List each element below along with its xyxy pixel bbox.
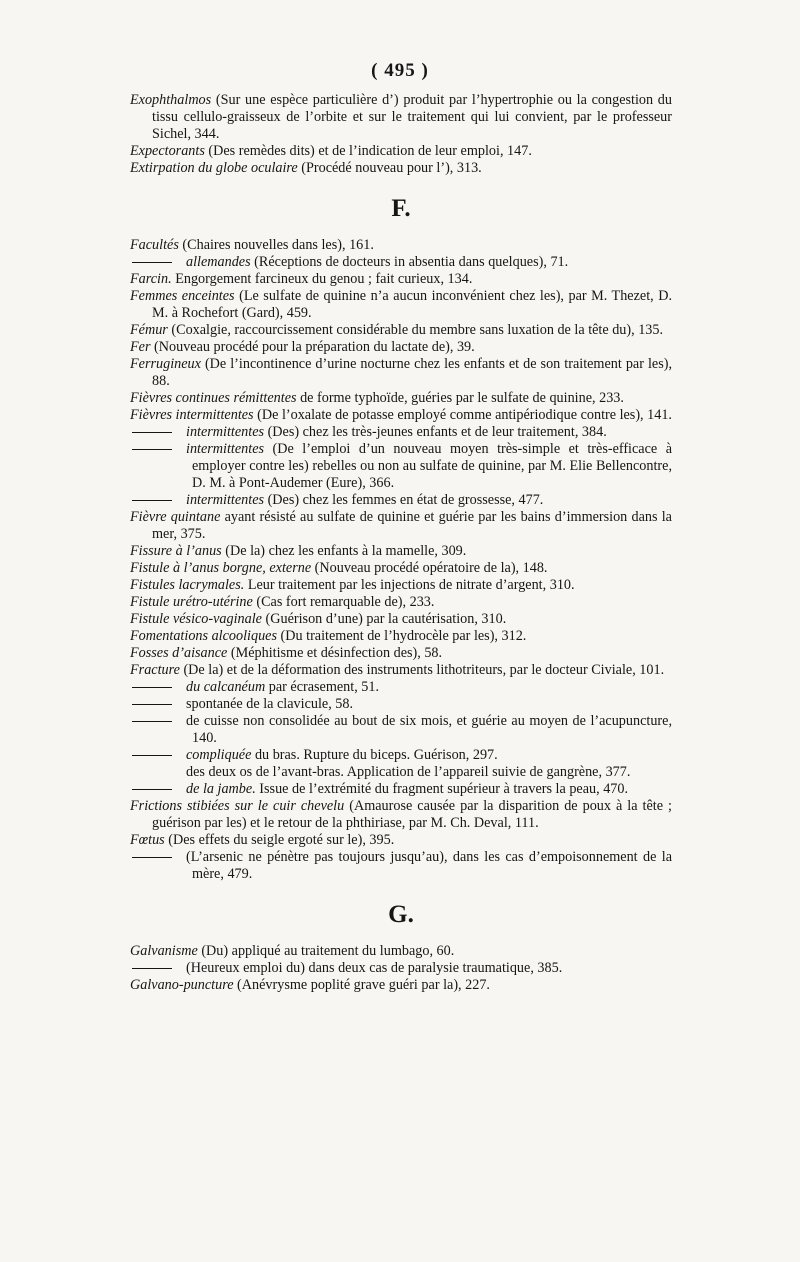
index-entry xyxy=(130,764,672,781)
entry-term: Ferrugineux xyxy=(130,356,201,372)
entry-term: Galvano-puncture xyxy=(130,977,234,993)
index-entry xyxy=(130,781,672,798)
index-entry xyxy=(130,696,672,713)
index-entry xyxy=(130,594,672,611)
entry-term: intermittentes xyxy=(186,492,265,508)
entry-text: (Nouveau procédé pour la préparation du lactate de), 39. xyxy=(150,339,475,355)
entry-text: (Du traitement de l’hydrocèle par les), 312. xyxy=(276,628,527,644)
index-entry xyxy=(130,492,672,509)
entry-text: du bras. Rupture du biceps. Guérison, 297. xyxy=(251,747,498,763)
entry-term: Fistules lacrymales. xyxy=(130,577,245,593)
entry-text: Engorgement farcineux du genou ; fait curieux, 134. xyxy=(171,271,473,287)
ditto-dash xyxy=(130,441,186,458)
entry-term: Fistule vésico-vaginale xyxy=(130,611,262,627)
index-entry xyxy=(130,713,672,747)
ditto-dash xyxy=(130,849,186,866)
entry-text: (Des effets du seigle ergoté sur le), 395. xyxy=(164,832,395,848)
entry-text: (Anévrysme poplité grave guéri par la), 227. xyxy=(233,977,490,993)
ditto-dash xyxy=(130,696,186,713)
section-letter: G. xyxy=(388,901,414,928)
index-entry xyxy=(130,160,672,177)
index-entry xyxy=(130,390,672,407)
ditto-dash xyxy=(130,254,186,271)
entry-text: de cuisse non consolidée au bout de six mois, et guérie au moyen de l’acupuncture, 140. xyxy=(186,713,672,746)
entry-text: (Chaires nouvelles dans les), 161. xyxy=(178,237,374,253)
entry-text: spontanée de la clavicule, 58. xyxy=(186,696,354,712)
ditto-dash xyxy=(130,492,186,509)
entry-text: (Méphitisme et désinfection des), 58. xyxy=(227,645,443,661)
entry-term: Fièvres intermittentes xyxy=(130,407,254,423)
index-entry xyxy=(130,441,672,492)
entry-term: intermittentes xyxy=(186,424,265,440)
entry-text: de forme typhoïde, guéries par le sulfate de quinine, 233. xyxy=(296,390,624,406)
index-entry xyxy=(130,977,672,994)
entry-term: du calcanéum xyxy=(186,679,266,695)
entry-text: (Amaurose causée par la disparition de poux à la tête ; guérison par les) et le retour de la phthiriase, par M. Ch. Deval, 111. xyxy=(152,798,672,831)
ditto-dash xyxy=(130,679,186,696)
entry-text: ayant résisté au sulfate de quinine et guérie par les bains d’immersion dans la mer, 375. xyxy=(152,509,672,542)
entry-text: Issue de l’extrémité du fragment supérieur à travers la peau, 470. xyxy=(255,781,629,797)
entry-text: (De l’emploi d’un nouveau moyen très-simple et très-efficace à employer contre les) rebelles ou non au sulfate de quinine, par M. Elie Bellencontre, D. M. à Pont-Audemer (Eure), 366. xyxy=(192,441,672,491)
entry-term: Farcin. xyxy=(130,271,172,287)
entry-term: Fœtus xyxy=(130,832,165,848)
entry-text: (Heureux emploi du) dans deux cas de paralysie traumatique, 385. xyxy=(186,960,563,976)
entry-text: (De la) et de la déformation des instruments lithotriteurs, par le docteur Civiale, 101. xyxy=(179,662,665,678)
index-entry xyxy=(130,960,672,977)
index-entry xyxy=(130,628,672,645)
index-entry xyxy=(130,424,672,441)
entry-text: (Le sulfate de quinine n’a aucun inconvénient chez les), par M. Thezet, D. M. à Rochefort (Gard), 459. xyxy=(152,288,672,321)
index-entry xyxy=(130,611,672,628)
ditto-dash xyxy=(130,424,186,441)
index-entry xyxy=(130,560,672,577)
index-entry xyxy=(130,271,672,288)
index-entry xyxy=(130,143,672,160)
index-entry xyxy=(130,849,672,883)
entry-text: par écrasement, 51. xyxy=(265,679,380,695)
entry-term: Galvanisme xyxy=(130,943,198,959)
index-entry xyxy=(130,407,672,424)
entry-text: (Cas fort remarquable de), 233. xyxy=(252,594,435,610)
entry-term: Fémur xyxy=(130,322,168,338)
entry-text: (L’arsenic ne pénètre pas toujours jusqu’au), dans les cas d’empoisonnement de la mère, 479. xyxy=(186,849,672,882)
index-entry xyxy=(130,543,672,560)
entry-term: Femmes enceintes xyxy=(130,288,235,304)
entry-term: compliquée xyxy=(186,747,252,763)
entry-text: (De la) chez les enfants à la mamelle, 309. xyxy=(221,543,467,559)
index-entry xyxy=(130,237,672,254)
index-entry xyxy=(130,943,672,960)
entry-text: (Des) chez les très-jeunes enfants et de leur traitement, 384. xyxy=(264,424,607,440)
entry-text: (De l’incontinence d’urine nocturne chez les enfants et de son traitement par les), 88. xyxy=(152,356,672,389)
index-entry xyxy=(130,92,672,143)
page-number: ( 495 ) xyxy=(371,60,429,81)
entry-text: des deux os de l’avant-bras. Application de l’appareil suivie de gangrène, 377. xyxy=(186,764,631,780)
entry-term: allemandes xyxy=(186,254,251,270)
index-entry xyxy=(130,662,672,679)
entry-term: Fistule à l’anus borgne, externe xyxy=(130,560,312,576)
index-entry xyxy=(130,679,672,696)
index-entry xyxy=(130,509,672,543)
entry-text: (Réceptions de docteurs in absentia dans quelques), 71. xyxy=(250,254,569,270)
entry-text: (Sur une espèce particulière d’) produit par l’hypertrophie ou la congestion du tissu cellulo-graisseux de l’orbite et sur le traitement qui lui convient, par le professeur Sichel, 344. xyxy=(152,92,672,142)
index-entry xyxy=(130,798,672,832)
entry-term: Fièvre quintane xyxy=(130,509,221,525)
ditto-dash xyxy=(130,713,186,730)
entry-text: (Guérison d’une) par la cautérisation, 310. xyxy=(261,611,507,627)
entry-term: Fistule urétro-utérine xyxy=(130,594,253,610)
section-letter: F. xyxy=(391,195,411,222)
index-entry xyxy=(130,356,672,390)
entry-text: (Des) chez les femmes en état de grossesse, 477. xyxy=(264,492,544,508)
index-entry xyxy=(130,645,672,662)
entry-term: Facultés xyxy=(130,237,179,253)
index-entry xyxy=(130,322,672,339)
entry-term: Fomentations alcooliques xyxy=(130,628,277,644)
entry-text: (Nouveau procédé opératoire de la), 148. xyxy=(311,560,548,576)
entry-term: Extirpation du globe oculaire xyxy=(130,160,298,176)
ditto-dash xyxy=(130,781,186,798)
index-entry xyxy=(130,577,672,594)
entry-term: Expectorants xyxy=(130,143,205,159)
entry-term: Fissure à l’anus xyxy=(130,543,222,559)
entry-text: (De l’oxalate de potasse employé comme antipériodique contre les), 141. xyxy=(253,407,672,423)
index-entry xyxy=(130,832,672,849)
index-body xyxy=(130,92,672,994)
entry-text: (Du) appliqué au traitement du lumbago, 60. xyxy=(197,943,455,959)
index-entry xyxy=(130,254,672,271)
ditto-dash xyxy=(130,960,186,977)
entry-term: Exophthalmos xyxy=(130,92,212,108)
entry-term: Fosses d’aisance xyxy=(130,645,228,661)
entry-term: Fièvres continues rémittentes xyxy=(130,390,297,406)
entry-text: (Procédé nouveau pour l’), 313. xyxy=(297,160,482,176)
index-entry xyxy=(130,339,672,356)
ditto-dash xyxy=(130,747,186,764)
index-entry xyxy=(130,747,672,764)
entry-text: (Coxalgie, raccourcissement considérable du membre sans luxation de la tête du), 135. xyxy=(167,322,664,338)
index-entry xyxy=(130,288,672,322)
entry-text: Leur traitement par les injections de nitrate d’argent, 310. xyxy=(244,577,575,593)
entry-term: Fer xyxy=(130,339,151,355)
entry-term: de la jambe. xyxy=(186,781,256,797)
entry-term: Frictions stibiées sur le cuir chevelu xyxy=(130,798,345,814)
entry-term: intermittentes xyxy=(186,441,265,457)
entry-term: Fracture xyxy=(130,662,180,678)
entry-text: (Des remèdes dits) et de l’indication de leur emploi, 147. xyxy=(204,143,532,159)
